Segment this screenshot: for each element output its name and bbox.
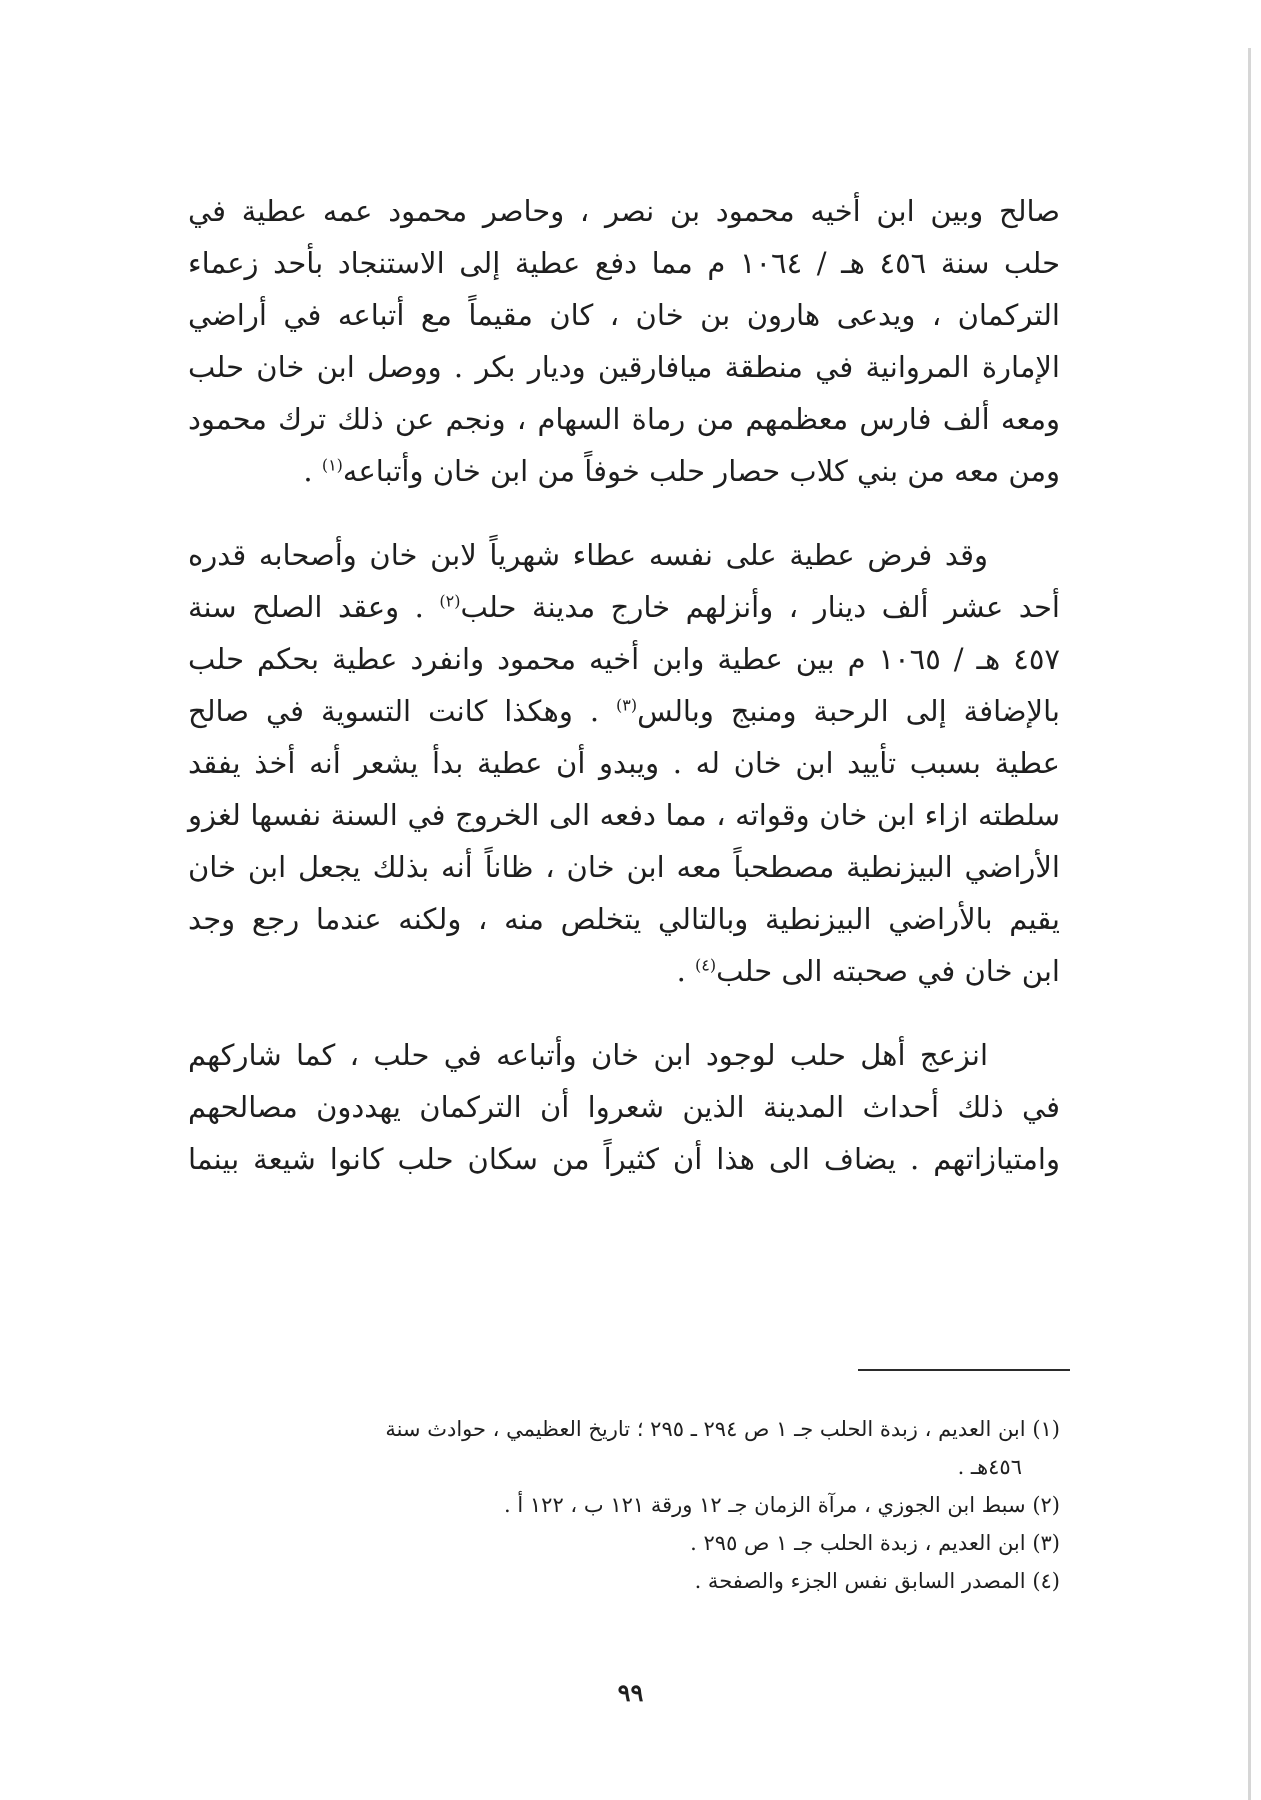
footnote-continuation: ٤٥٦هـ . xyxy=(957,1455,1022,1479)
text-line xyxy=(188,581,1060,633)
footnote-text: سبط ابن الجوزي ، مرآة الزمان جـ ١٢ ورقة ١٢١ ب ، ١٢٢ أ . xyxy=(504,1493,1026,1517)
text-run: ابن خان في صحبته الى حلب xyxy=(716,954,1060,988)
text-line: التركمان ، ويدعى هارون بن خان ، كان مقيماً مع أتباعه في أراضي xyxy=(188,298,1060,332)
paragraph-1 xyxy=(188,185,1060,497)
paragraph-3 xyxy=(188,1029,1060,1185)
footnote-ref-3[interactable]: (٣) xyxy=(616,695,638,715)
footnote-marker: (٢) xyxy=(1032,1493,1060,1517)
text-line: وامتيازاتهم . يضاف الى هذا أن كثيراً من سكان حلب كانوا شيعة بينما xyxy=(188,1142,1060,1176)
text-line: عطية بسبب تأييد ابن خان له . ويبدو أن عطية بدأ يشعر أنه أخذ يفقد xyxy=(188,746,1060,780)
text-run: . وعقد الصلح سنة xyxy=(188,590,440,624)
text-line xyxy=(188,445,1060,497)
text-line: الإمارة المروانية في منطقة ميافارقين وديار بكر . ووصل ابن خان حلب xyxy=(188,350,1060,384)
text-line xyxy=(188,945,1060,997)
text-run: ومن معه من بني كلاب حصار حلب خوفاً من ابن خان وأتباعه xyxy=(342,454,1060,488)
paragraph-gap xyxy=(188,997,1060,1029)
footnote-text: المصدر السابق نفس الجزء والصفحة . xyxy=(694,1569,1026,1593)
text-line: حلب سنة ٤٥٦ هـ / ١٠٦٤ م مما دفع عطية إلى الاستنجاد بأحد زعماء xyxy=(188,246,1060,280)
footnote-3 xyxy=(188,1524,1060,1562)
text-line: وقد فرض عطية على نفسه عطاء شهرياً لابن خان وأصحابه قدره xyxy=(188,538,988,572)
paragraph-2 xyxy=(188,529,1060,997)
text-run: . xyxy=(303,454,322,488)
text-line: ٤٥٧ هـ / ١٠٦٥ م بين عطية وابن أخيه محمود وانفرد عطية بحكم حلب xyxy=(188,642,1060,676)
text-line: انزعج أهل حلب لوجود ابن خان وأتباعه في حلب ، كما شاركهم xyxy=(188,1038,988,1072)
footnote-ref-2[interactable]: (٢) xyxy=(439,591,461,611)
text-run: بالإضافة إلى الرحبة ومنبج وبالس xyxy=(637,694,1060,728)
page-edge-shadow xyxy=(1248,48,1251,1800)
text-line: سلطته ازاء ابن خان وقواته ، مما دفعه الى الخروج في السنة نفسها لغزو xyxy=(188,798,1060,832)
page-number: ٩٩ xyxy=(617,1678,644,1707)
footnote-marker: (١) xyxy=(1032,1417,1060,1441)
body-text xyxy=(188,185,1060,1185)
text-line: يقيم بالأراضي البيزنطية وبالتالي يتخلص منه ، ولكنه عندما رجع وجد xyxy=(188,902,1060,936)
text-run: . وهكذا كانت التسوية في صالح xyxy=(188,694,617,728)
footnote-1 xyxy=(188,1410,1060,1486)
footnote-marker: (٤) xyxy=(1032,1569,1060,1593)
footnote-marker: (٣) xyxy=(1032,1531,1060,1555)
footnotes xyxy=(188,1410,1060,1600)
footnote-ref-4[interactable]: (٤) xyxy=(695,955,717,975)
text-line: صالح وبين ابن أخيه محمود بن نصر ، وحاصر محمود عمه عطية في xyxy=(188,194,1060,228)
footnote-4 xyxy=(188,1562,1060,1600)
text-line: الأراضي البيزنطية مصطحباً معه ابن خان ، ظاناً أنه بذلك يجعل ابن خان xyxy=(188,850,1060,884)
footnote-ref-1[interactable]: (١) xyxy=(321,455,343,475)
footnote-2 xyxy=(188,1486,1060,1524)
text-line xyxy=(188,685,1060,737)
footnote-separator xyxy=(858,1369,1070,1371)
text-line: ومعه ألف فارس معظمهم من رماة السهام ، ونجم عن ذلك ترك محمود xyxy=(188,402,1060,436)
text-run: أحد عشر ألف دينار ، وأنزلهم خارج مدينة حلب xyxy=(460,590,1060,624)
footnote-text: ابن العديم ، زبدة الحلب جـ ١ ص ٢٩٤ ـ ٢٩٥ ؛ تاريخ العظيمي ، حوادث سنة xyxy=(385,1417,1026,1441)
footnote-text: ابن العديم ، زبدة الحلب جـ ١ ص ٢٩٥ . xyxy=(690,1531,1026,1555)
text-line: في ذلك أحداث المدينة الذين شعروا أن التركمان يهددون مصالحهم xyxy=(188,1090,1060,1124)
text-run: . xyxy=(676,954,696,988)
paragraph-gap xyxy=(188,497,1060,529)
